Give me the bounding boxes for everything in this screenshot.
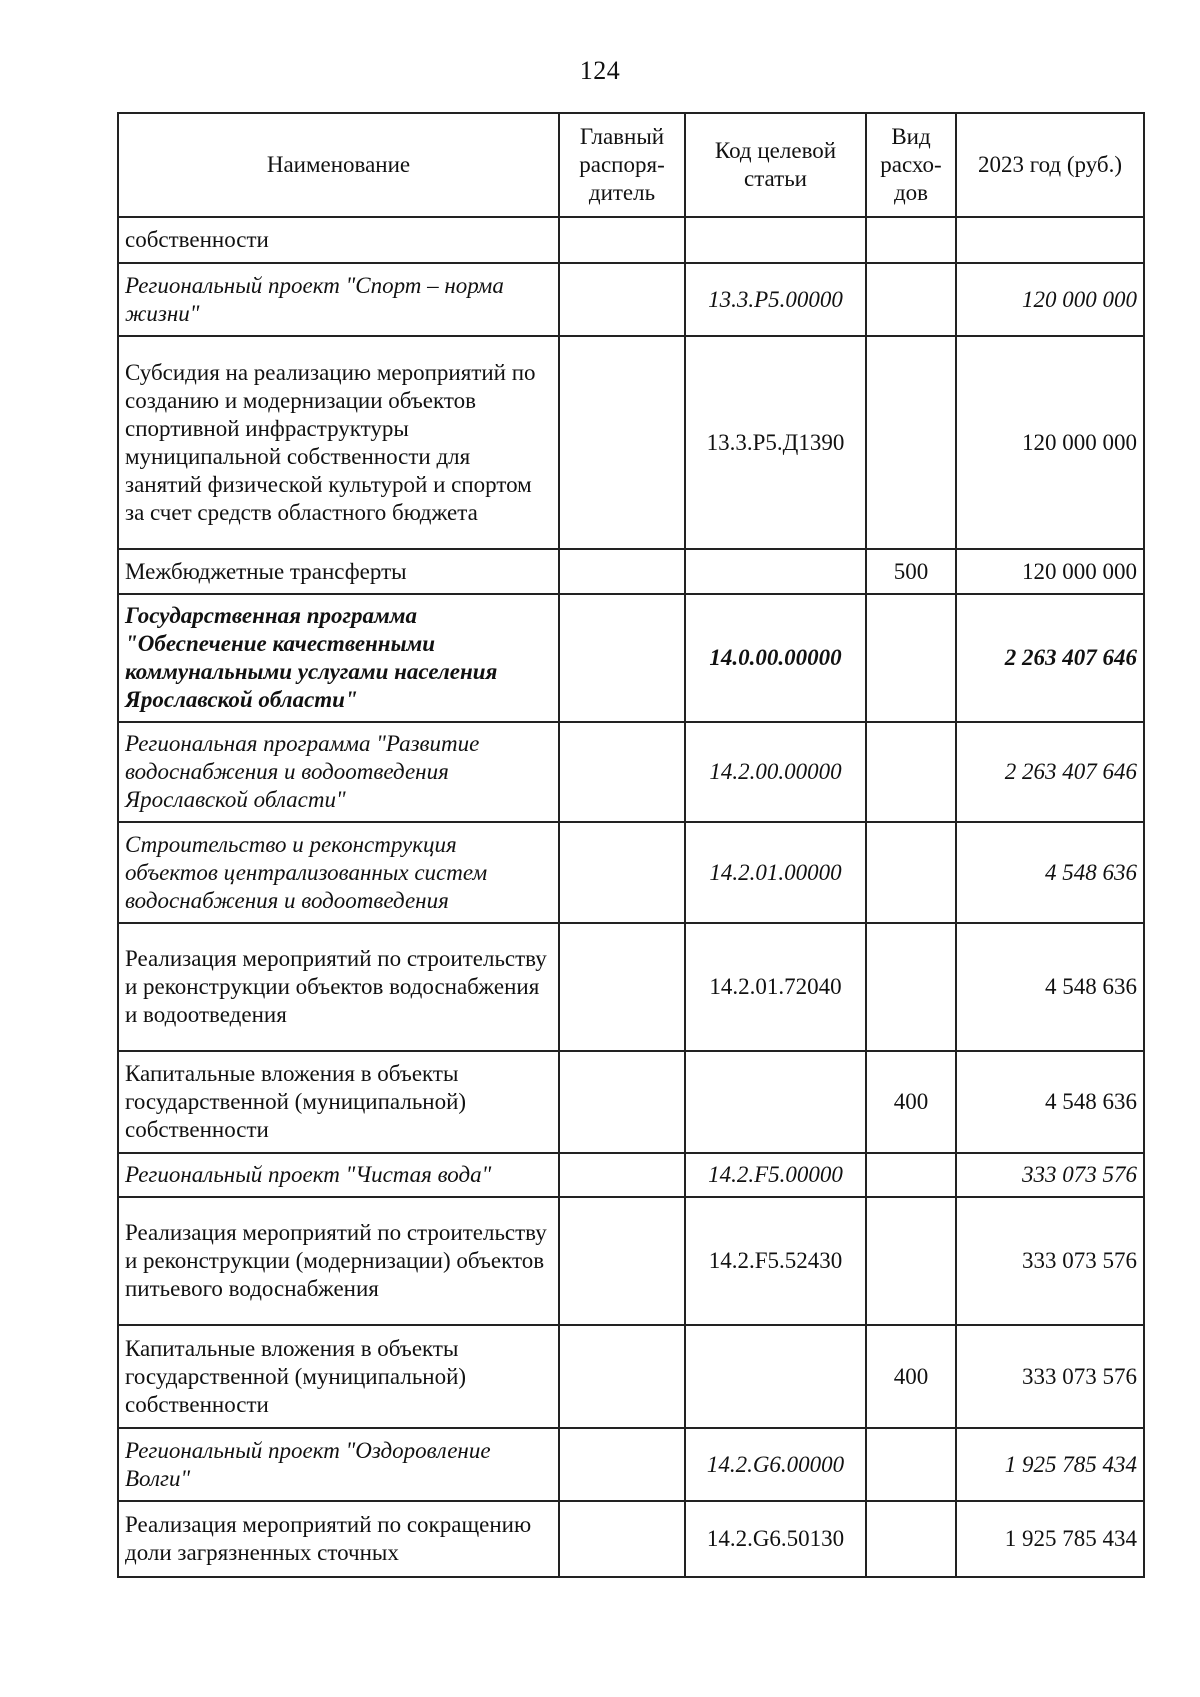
row-org	[559, 217, 685, 263]
table-row	[118, 1428, 1144, 1501]
row-code: 13.3.Р5.00000	[685, 263, 866, 336]
table-row	[118, 1501, 1144, 1577]
row-type	[866, 594, 956, 722]
row-name: Региональный проект "Оздоровление Волги"	[118, 1428, 559, 1501]
row-code	[685, 1325, 866, 1428]
row-org	[559, 263, 685, 336]
row-type	[866, 336, 956, 549]
row-org	[559, 336, 685, 549]
row-code: 14.2.G6.00000	[685, 1428, 866, 1501]
row-org	[559, 594, 685, 722]
row-org	[559, 1051, 685, 1153]
table-row	[118, 1197, 1144, 1325]
row-type	[866, 1501, 956, 1577]
table-row	[118, 722, 1144, 822]
row-code	[685, 549, 866, 594]
row-name: Строительство и реконструкция объектов централизованных систем водоснабжения и водоотведения	[118, 822, 559, 923]
row-org	[559, 549, 685, 594]
row-org	[559, 1197, 685, 1325]
row-code: 14.0.00.00000	[685, 594, 866, 722]
row-type	[866, 1197, 956, 1325]
row-name: Капитальные вложения в объекты государственной (муниципальной) собственности	[118, 1325, 559, 1428]
table-row	[118, 217, 1144, 263]
row-org	[559, 1153, 685, 1197]
row-type: 400	[866, 1051, 956, 1153]
budget-table	[117, 112, 1145, 1578]
row-name: Субсидия на реализацию мероприятий по созданию и модернизации объектов спортивной инфраструктуры муниципальной собственности для занятий физической культурой и спортом за счет средств областного бюджета	[118, 336, 559, 549]
row-name: собственности	[118, 217, 559, 263]
header-amount: 2023 год (руб.)	[956, 113, 1144, 217]
row-type	[866, 722, 956, 822]
row-org	[559, 822, 685, 923]
row-amount: 1 925 785 434	[956, 1428, 1144, 1501]
row-code: 14.2.01.00000	[685, 822, 866, 923]
row-name: Капитальные вложения в объекты государственной (муниципальной) собственности	[118, 1051, 559, 1153]
row-name: Региональный проект "Спорт – норма жизни"	[118, 263, 559, 336]
table-header-row	[118, 113, 1144, 217]
row-code: 14.2.00.00000	[685, 722, 866, 822]
row-name: Региональный проект "Чистая вода"	[118, 1153, 559, 1197]
table-row	[118, 1051, 1144, 1153]
table-body	[118, 217, 1144, 1577]
table-row	[118, 923, 1144, 1051]
header-org: Главный распоря-дитель	[559, 113, 685, 217]
row-amount: 120 000 000	[956, 549, 1144, 594]
row-name: Региональная программа "Развитие водоснабжения и водоотведения Ярославской области"	[118, 722, 559, 822]
row-name: Реализация мероприятий по строительству и реконструкции (модернизации) объектов питьевого водоснабжения	[118, 1197, 559, 1325]
row-org	[559, 923, 685, 1051]
row-type: 400	[866, 1325, 956, 1428]
row-name: Реализация мероприятий по строительству и реконструкции объектов водоснабжения и водоотведения	[118, 923, 559, 1051]
row-code: 14.2.F5.52430	[685, 1197, 866, 1325]
row-type	[866, 1153, 956, 1197]
row-amount: 4 548 636	[956, 1051, 1144, 1153]
row-amount: 333 073 576	[956, 1197, 1144, 1325]
row-code: 14.2.G6.50130	[685, 1501, 866, 1577]
table-row	[118, 822, 1144, 923]
row-amount: 333 073 576	[956, 1325, 1144, 1428]
table-row	[118, 549, 1144, 594]
table-row	[118, 594, 1144, 722]
header-type: Вид расхо-дов	[866, 113, 956, 217]
table-row	[118, 263, 1144, 336]
row-amount: 4 548 636	[956, 822, 1144, 923]
table-row	[118, 1325, 1144, 1428]
table-row	[118, 1153, 1144, 1197]
row-amount: 2 263 407 646	[956, 722, 1144, 822]
page-number: 124	[579, 56, 621, 85]
row-amount: 2 263 407 646	[956, 594, 1144, 722]
row-org	[559, 1325, 685, 1428]
header-code: Код целевой статьи	[685, 113, 866, 217]
row-type	[866, 822, 956, 923]
row-code: 14.2.01.72040	[685, 923, 866, 1051]
header-name: Наименование	[118, 113, 559, 217]
row-amount: 1 925 785 434	[956, 1501, 1144, 1577]
row-org	[559, 1501, 685, 1577]
row-code	[685, 1051, 866, 1153]
row-org	[559, 722, 685, 822]
row-amount: 120 000 000	[956, 336, 1144, 549]
row-type	[866, 923, 956, 1051]
row-type	[866, 263, 956, 336]
row-amount	[956, 217, 1144, 263]
table-row	[118, 336, 1144, 549]
row-name: Государственная программа "Обеспечение качественными коммунальными услугами населения Ярославской области"	[118, 594, 559, 722]
row-code: 13.3.Р5.Д1390	[685, 336, 866, 549]
row-code	[685, 217, 866, 263]
row-name: Межбюджетные трансферты	[118, 549, 559, 594]
row-name: Реализация мероприятий по сокращению доли загрязненных сточных	[118, 1501, 559, 1577]
row-amount: 4 548 636	[956, 923, 1144, 1051]
row-amount: 333 073 576	[956, 1153, 1144, 1197]
row-type	[866, 217, 956, 263]
row-type	[866, 1428, 956, 1501]
row-org	[559, 1428, 685, 1501]
row-type: 500	[866, 549, 956, 594]
row-amount: 120 000 000	[956, 263, 1144, 336]
row-code: 14.2.F5.00000	[685, 1153, 866, 1197]
